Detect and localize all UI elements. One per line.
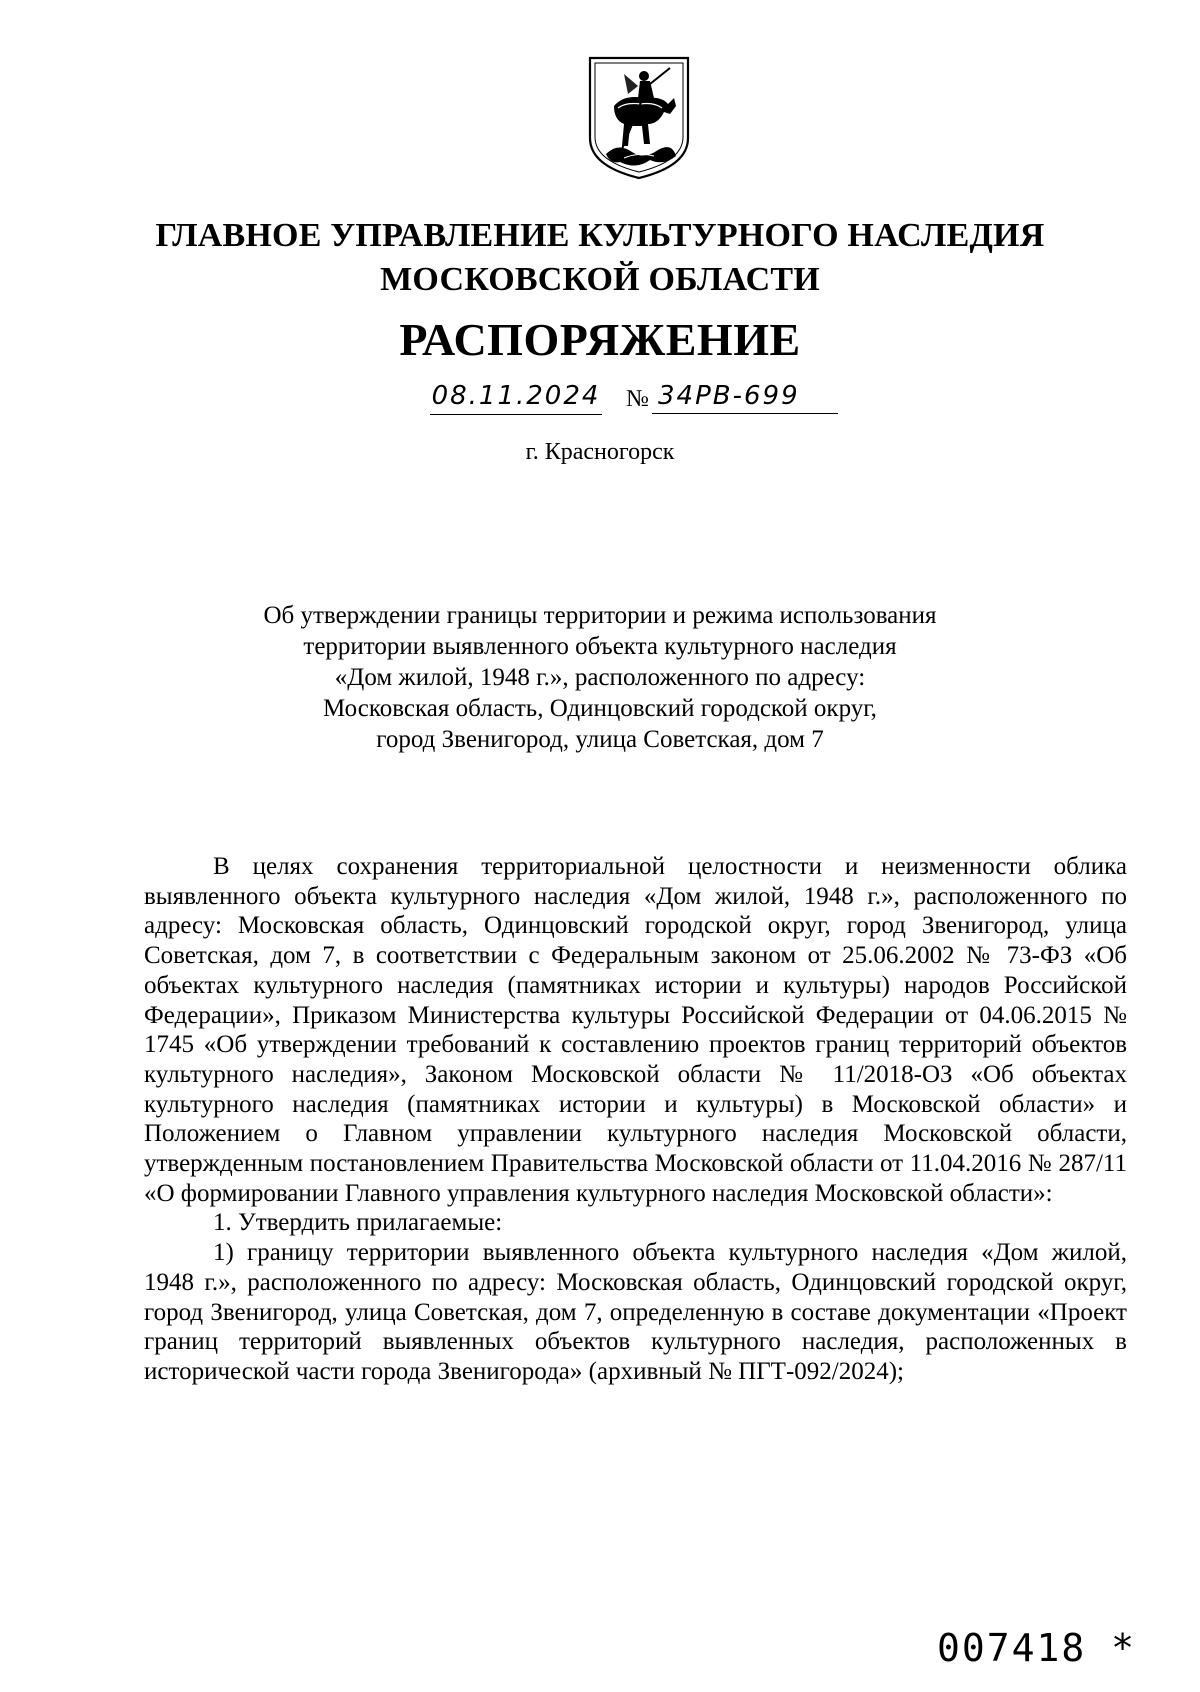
- registration-line: [430, 378, 840, 418]
- item-1-1-paragraph: 1) границу территории выявленного объекта культурного наследия «Дом жилой, 1948 г.», расположенного по адресу: Московская область, Одинцовский городской округ, город Звенигород, улица Советская, дом 7, определенную в составе документации «Проект границ территорий выявленных объектов культурного наследия, расположенных в исторической части города Звенигорода» (архивный № ПГТ-092/2024);: [144, 1239, 1127, 1385]
- document-type: РАСПОРЯЖЕНИЕ: [399, 314, 801, 365]
- document-subject: [0, 600, 1200, 755]
- coat-of-arms-emblem: [584, 54, 694, 182]
- organization-name-line-1: ГЛАВНОЕ УПРАВЛЕНИЕ КУЛЬТУРНОГО НАСЛЕДИЯ: [155, 217, 1045, 254]
- document-date: 08.11.2024: [430, 378, 602, 415]
- preamble-paragraph: В целях сохранения территориальной целостности и неизменности облика выявленного объекта культурного наследия «Дом жилой, 1948 г.», расположенного по адресу: Московская область, Одинцовский городской округ, город Звенигород, улица Советская, дом 7, в соответствии с Федеральным законом от 25.06.2002 № 73-ФЗ «Об объектах культурного наследия (памятниках истории и культуры) народов Российской Федерации», Приказом Министерства культуры Российской Федерации от 04.06.2015 № 1745 «Об утверждении требований к составлению проектов границ территорий объектов культурного наследия», Законом Московской области № 11/2018-ОЗ «Об объектах культурного наследия (памятниках истории и культуры) в Московской области» и Положением о Главном управлении культурного наследия Московской области, утвержденным постановлением Правительства Московской области от 11.04.2016 № 287/11 «О формировании Главного управления культурного наследия Московской области»:: [144, 853, 1127, 1207]
- coat-of-arms-icon: [584, 54, 694, 182]
- serial-number: 007418 *: [936, 1626, 1136, 1670]
- organization-name-line-2: МОСКОВСКОЙ ОБЛАСТИ: [380, 261, 820, 298]
- number-sign: №: [626, 386, 649, 412]
- organization-name: [0, 214, 1200, 302]
- place-of-issue: г. Красногорск: [525, 439, 675, 465]
- document-body: [144, 852, 1127, 1387]
- document-number: 34РВ-699: [652, 378, 838, 414]
- subject-line: территории выявленного объекта культурного наследия: [303, 633, 897, 660]
- subject-line: «Дом жилой, 1948 г.», расположенного по адресу:: [334, 664, 866, 691]
- subject-line: Московская область, Одинцовский городской округ,: [323, 695, 877, 722]
- item-1-paragraph: 1. Утвердить прилагаемые:: [213, 1209, 503, 1237]
- subject-line: город Звенигород, улица Советская, дом 7: [376, 726, 824, 753]
- subject-line: Об утверждении границы территории и режима использования: [263, 602, 937, 629]
